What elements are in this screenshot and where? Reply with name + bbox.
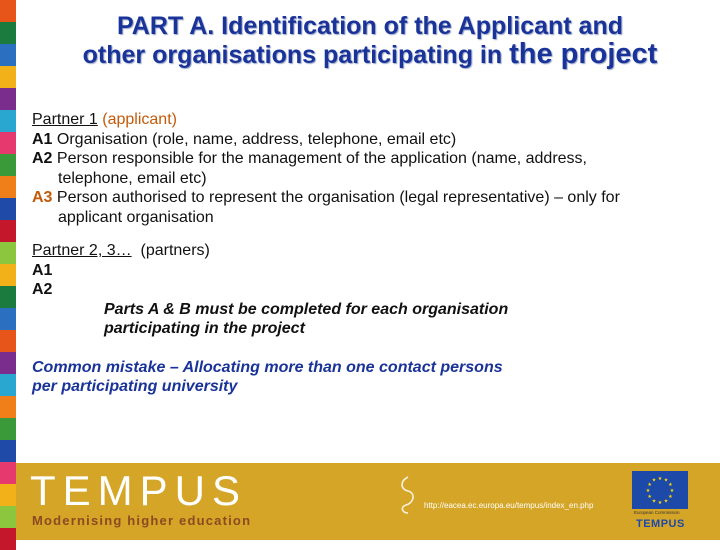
note-line-1: Parts A & B must be completed for each organisation (104, 300, 509, 318)
partner2-code-a2: A2 (32, 281, 53, 298)
stripe-block (0, 88, 16, 110)
eu-star: ★ (663, 498, 669, 505)
stripe-block (0, 0, 16, 22)
item-text: Person responsible for the management of the application (name, address, (56, 150, 587, 167)
mistake-line-2: per participating university (32, 378, 238, 395)
stripe-block (0, 44, 16, 66)
partner1-role: (applicant) (102, 111, 177, 128)
item-text: Person authorised to represent the organisation (legal representative) – only for (56, 189, 620, 206)
item-code: A2 (32, 150, 53, 167)
stripe-block (0, 462, 16, 484)
footer-banner (16, 463, 720, 540)
partner1-item-a2-cont: telephone, email etc) (58, 169, 207, 187)
slide-content (32, 110, 702, 397)
eu-star: ★ (645, 488, 651, 494)
title-line-2-big: the project (509, 38, 658, 70)
stripe-block (0, 308, 16, 330)
tempus-logo-text: TEMPUS (30, 467, 248, 514)
stripe-block (0, 132, 16, 154)
tempus-url-link[interactable]: http://eacea.ec.europa.eu/tempus/index_en.php (424, 501, 594, 510)
eu-star: ★ (669, 488, 675, 494)
ec-label: European Commission (634, 510, 680, 515)
stripe-block (0, 198, 16, 220)
eu-flag-icon (632, 471, 688, 509)
partner1-label: Partner 1 (32, 111, 98, 128)
stripe-block (0, 352, 16, 374)
stripe-block (0, 330, 16, 352)
note-line-2: participating in the project (104, 320, 305, 337)
title-line-2-part: other organisations participating in (82, 41, 510, 69)
stripe-block (0, 242, 16, 264)
eu-star: ★ (651, 498, 657, 505)
partner2-code-a1: A1 (32, 261, 53, 279)
slide-title (30, 12, 710, 69)
ec-tempus-logo: TEMPUS (636, 518, 685, 530)
partner2-label: Partner 2, 3… (32, 242, 132, 259)
stripe-block (0, 286, 16, 308)
stripe-block (0, 440, 16, 462)
eu-star: ★ (651, 477, 657, 484)
partner1-item-a1 (32, 130, 702, 150)
stripe-block (0, 484, 16, 506)
eu-star: ★ (668, 494, 673, 500)
partner1-item-a2 (32, 149, 702, 169)
mistake-line-1: Common mistake – Allocating more than one contact persons (32, 358, 503, 376)
color-stripe (0, 0, 16, 540)
stripe-block (0, 176, 16, 198)
item-text: Organisation (role, name, address, telephone, email etc) (56, 130, 457, 148)
eu-star: ★ (663, 477, 669, 484)
partner1-item-a3 (32, 188, 702, 208)
partner2-role: (partners) (140, 242, 210, 259)
partner1-heading (32, 110, 702, 130)
eu-star: ★ (647, 494, 652, 500)
swirl-icon (394, 473, 420, 517)
partner1-item-a3-cont: applicant organisation (58, 208, 214, 226)
stripe-block (0, 396, 16, 418)
stripe-block (0, 22, 16, 44)
stripe-block (0, 66, 16, 88)
stripe-block (0, 154, 16, 176)
stripe-block (0, 374, 16, 396)
stripe-block (0, 110, 16, 132)
stripe-block (0, 220, 16, 242)
stripe-block (0, 528, 16, 550)
item-code: A3 (32, 189, 53, 206)
stripe-block (0, 506, 16, 528)
stripe-block (0, 418, 16, 440)
eu-star: ★ (657, 476, 663, 482)
item-code: A1 (32, 130, 53, 148)
title-line-2 (30, 40, 710, 69)
tempus-tagline: Modernising higher education (32, 513, 252, 528)
stripe-block (0, 264, 16, 286)
title-line-1: PART A. Identification of the Applicant and (116, 12, 623, 40)
partner2-heading (32, 241, 702, 261)
eu-star: ★ (668, 482, 673, 488)
eu-star: ★ (657, 500, 663, 506)
eu-star: ★ (647, 482, 652, 488)
